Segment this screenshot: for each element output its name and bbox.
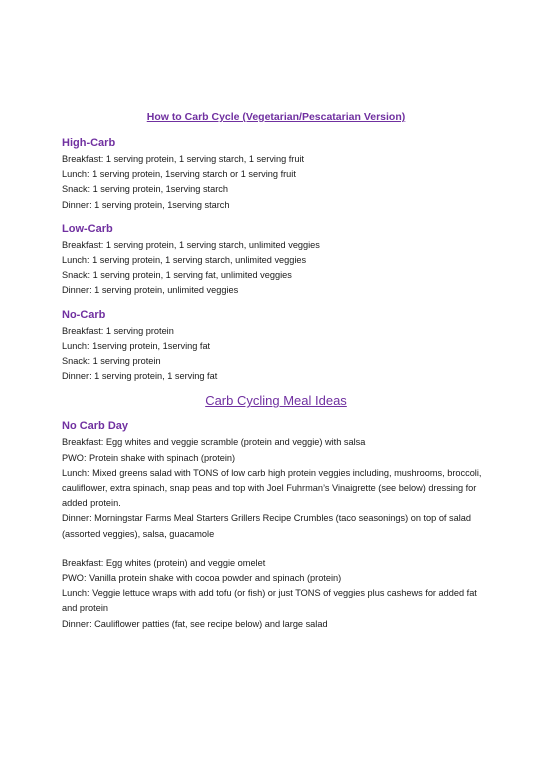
meal-idea: Dinner: Cauliflower patties (fat, see recipe below) and large salad bbox=[62, 618, 328, 629]
paragraph-gap bbox=[62, 542, 490, 556]
meal-idea: PWO: Protein shake with spinach (protein) bbox=[62, 452, 236, 463]
section-no-carb bbox=[62, 308, 490, 385]
section-high-carb bbox=[62, 136, 490, 213]
section-heading: No-Carb bbox=[62, 308, 106, 321]
meal-line: Breakfast: 1 serving protein, 1 serving starch, 1 serving fruit bbox=[62, 154, 305, 164]
meal-idea: Lunch: Mixed greens salad with TONS of low carb high protein veggies including, mushrooms, broccoli, cauliflower, extra spinach, snap peas and top with Joel Fuhrman’s Vinaigrette (see below) dressing for added protein. bbox=[62, 467, 482, 509]
meal-line: Snack: 1 serving protein, 1 serving fat, unlimited veggies bbox=[62, 270, 292, 281]
meal-line: Lunch: 1 serving protein, 1serving starch or 1 serving fruit bbox=[62, 169, 296, 180]
meal-idea: Breakfast: Egg whites and veggie scramble (protein and veggie) with salsa bbox=[62, 437, 366, 448]
meal-line: Breakfast: 1 serving protein, 1 serving starch, unlimited veggies bbox=[62, 239, 320, 250]
meal-line: Dinner: 1 serving protein, 1serving starch bbox=[62, 199, 230, 210]
meal-line: Snack: 1 serving protein bbox=[62, 356, 161, 367]
section-heading: Low-Carb bbox=[62, 222, 113, 235]
meal-ideas-day-2 bbox=[62, 556, 490, 632]
meal-line: Breakfast: 1 serving protein bbox=[62, 325, 174, 336]
meal-line: Dinner: 1 serving protein, unlimited veggies bbox=[62, 285, 239, 296]
meal-idea: Lunch: Veggie lettuce wraps with add tofu (or fish) or just TONS of veggies plus cashews for added fat and protein bbox=[62, 588, 477, 614]
meal-idea: Dinner: Morningstar Farms Meal Starters Grillers Recipe Crumbles (taco seasonings) on top of salad (assorted veggies), salsa, guacamole bbox=[62, 513, 472, 539]
meal-line: Dinner: 1 serving protein, 1 serving fat bbox=[62, 371, 218, 382]
meal-ideas-day-1 bbox=[62, 435, 490, 541]
meal-line: Lunch: 1 serving protein, 1 serving starch, unlimited veggies bbox=[62, 255, 307, 266]
meal-idea: Breakfast: Egg whites (protein) and veggie omelet bbox=[62, 557, 266, 568]
meal-ideas-heading: Carb Cycling Meal Ideas bbox=[205, 393, 347, 409]
section-heading: High-Carb bbox=[62, 137, 116, 149]
meal-idea: PWO: Vanilla protein shake with cocoa powder and spinach (protein) bbox=[62, 573, 342, 584]
meal-line: Snack: 1 serving protein, 1serving starch bbox=[62, 184, 228, 195]
meal-line: Lunch: 1serving protein, 1serving fat bbox=[62, 340, 211, 351]
document-title: How to Carb Cycle (Vegetarian/Pescatarian Version) bbox=[146, 111, 406, 123]
no-carb-day-heading: No Carb Day bbox=[62, 420, 129, 433]
section-low-carb bbox=[62, 222, 490, 299]
